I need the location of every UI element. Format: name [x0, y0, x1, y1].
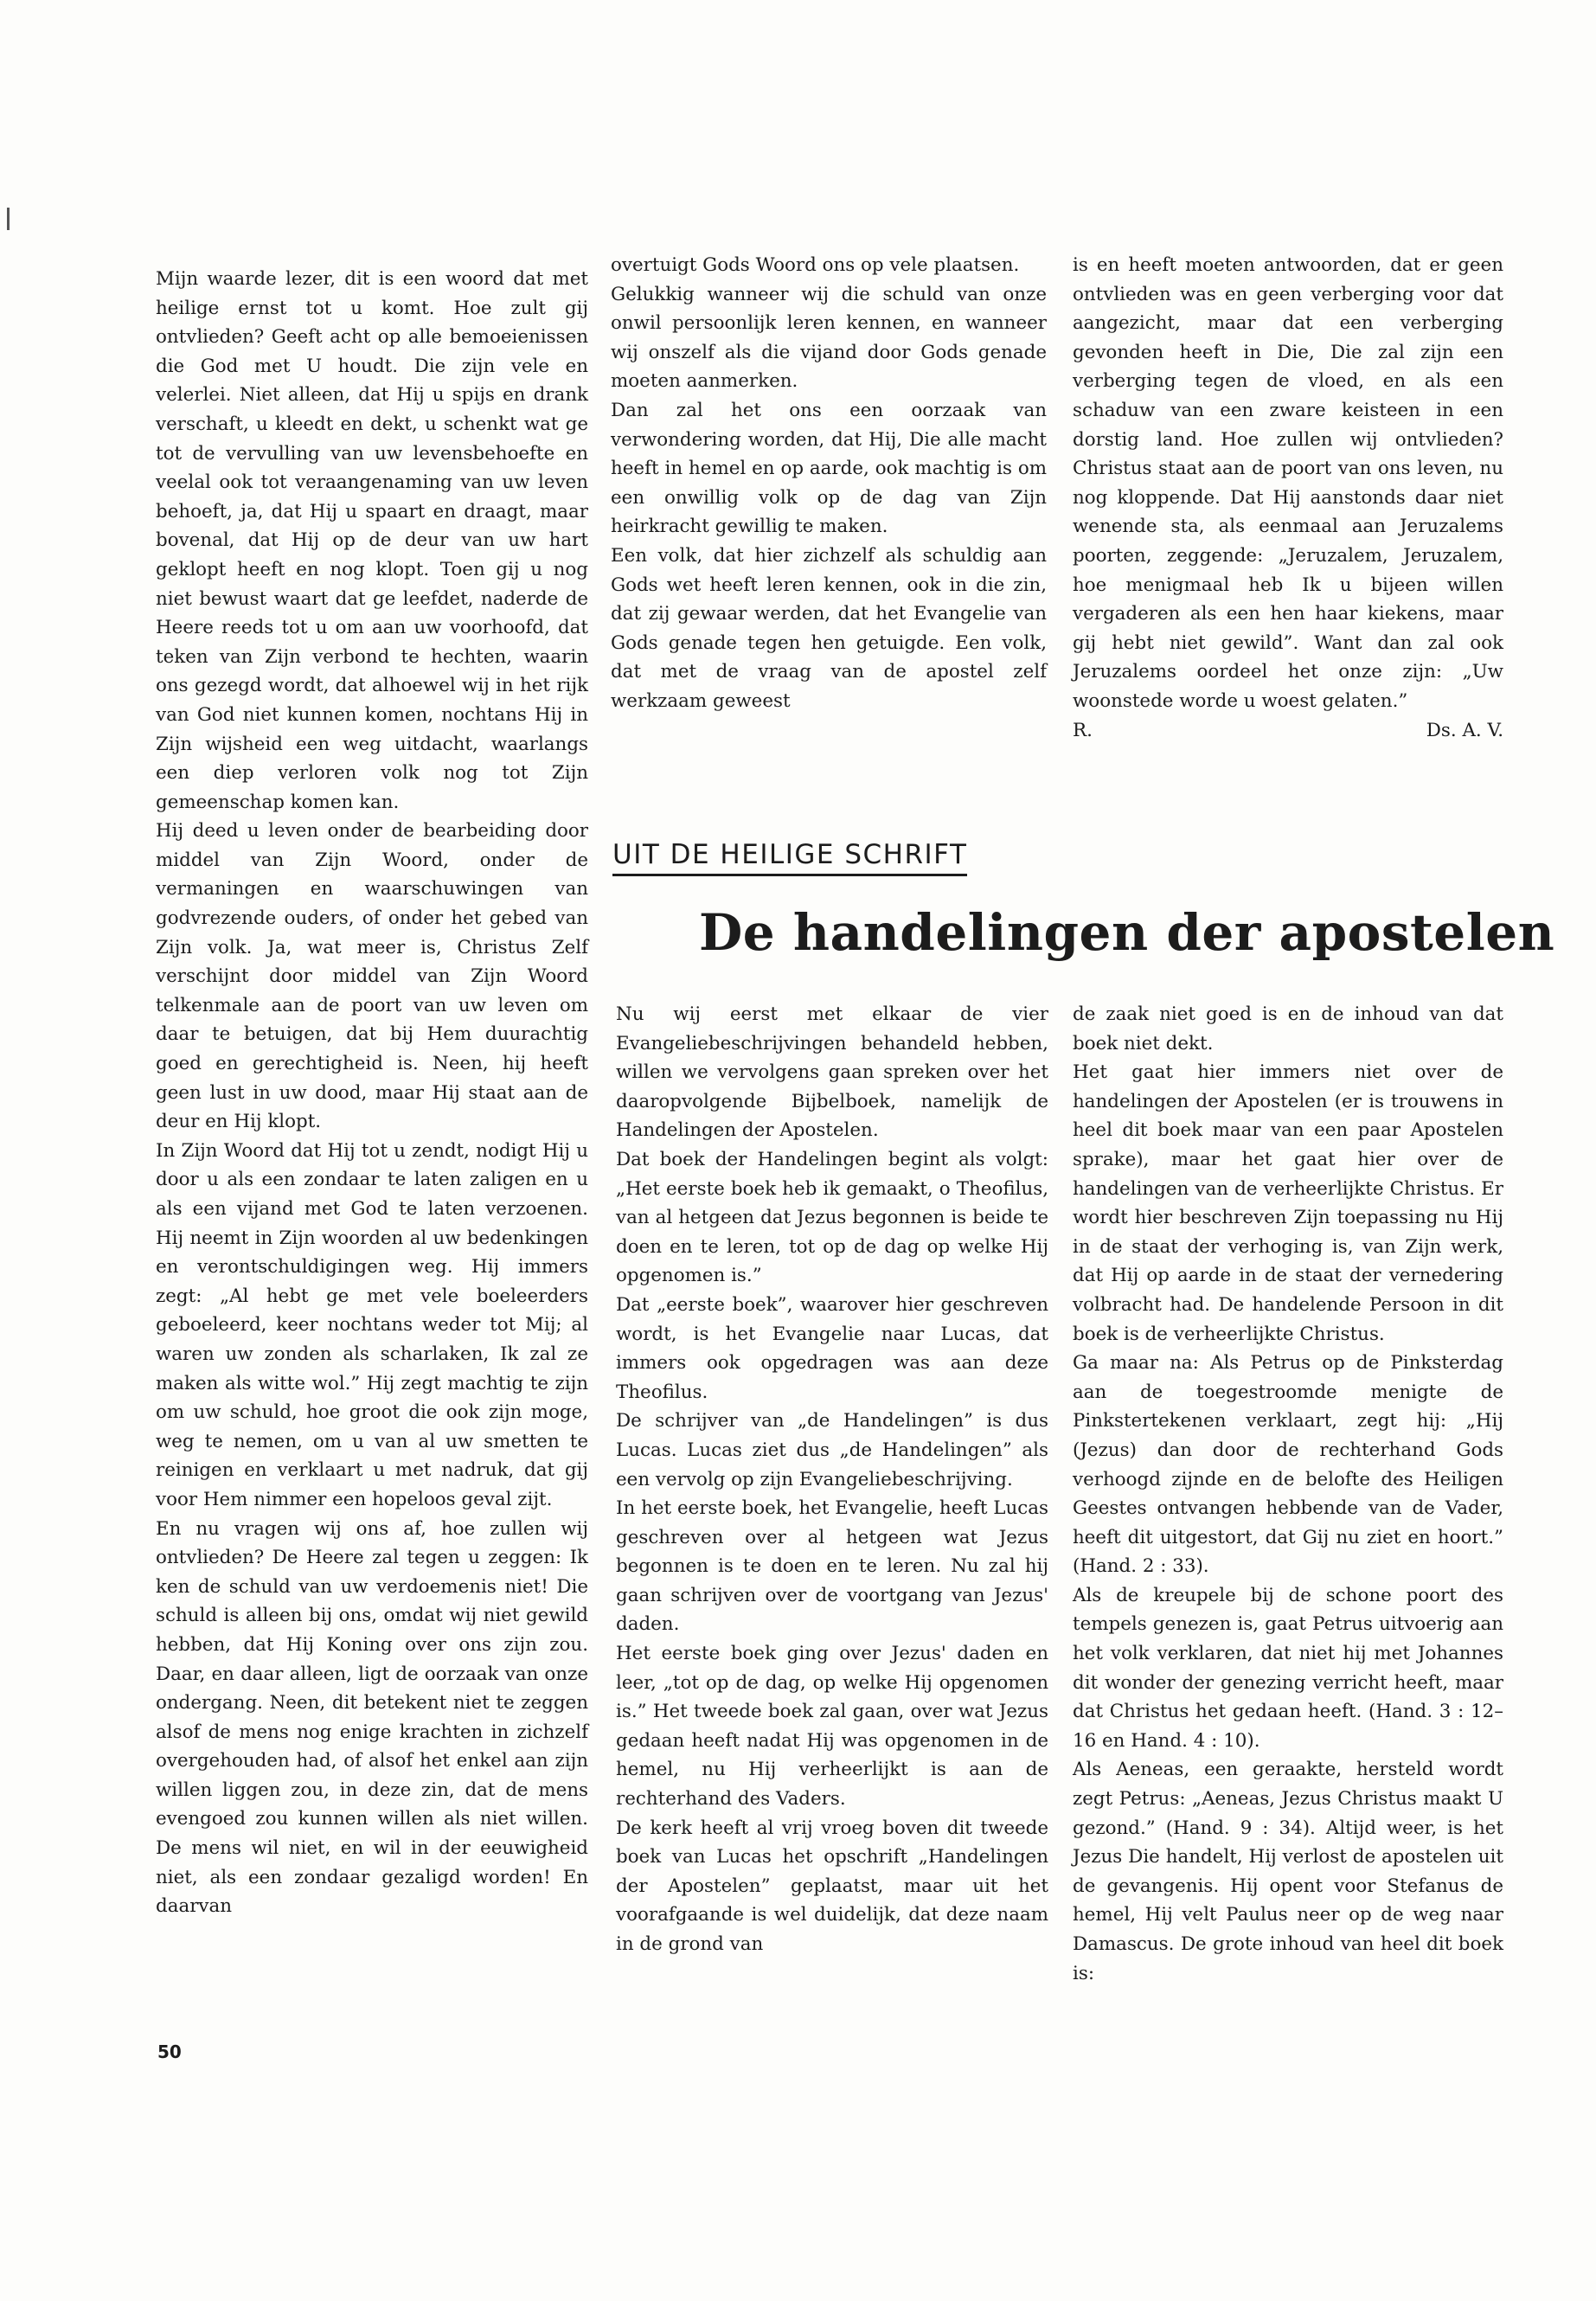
column-2: [611, 251, 1047, 716]
paragraph: Als Aeneas, een geraakte, hersteld wordt zegt Petrus: „Aeneas, Jezus Christus maakt U gezond.” (Hand. 9 : 34). Altijd weer, is het Jezus Die handelt, Hij verlost de apostelen uit de gevangenis. Hij opent voor Stefanus de hemel, Hij velt Paulus neer op de weg naar Damascus. De grote inhoud van heel dit boek is:: [1073, 1759, 1503, 1984]
margin-mark: [7, 208, 10, 230]
paragraph: Als de kreupele bij de schone poort des tempels genezen is, gaat Petrus uitvoerig aan het volk verklaren, dat niet hij met Johannes dit wonder der genezing verricht heeft, maar dat Christus het gedaan heeft. (Hand. 3 : 12–16 en Hand. 4 : 10).: [1073, 1584, 1503, 1752]
column-1: [156, 265, 588, 1921]
paragraph: Het eerste boek ging over Jezus' daden en leer, „tot op de dag, op welke Hij opgenomen is.” Het tweede boek zal gaan, over wat Jezus gedaan heeft nadat Hij was opgenomen in de hemel, nu Hij verheerlijkt is aan de rechterhand des Vaders.: [616, 1643, 1048, 1811]
paragraph: Dat „eerste boek”, waarover hier geschreven wordt, is het Evangelie naar Lucas, dat immers ook opgedragen was aan deze Theofilus.: [616, 1293, 1048, 1403]
paragraph: Mijn waarde lezer, dit is een woord dat met heilige ernst tot u komt. Hoe zult gij ontvlieden? Geeft acht op alle bemoeienissen die God met U houdt. Die zijn vele en velerlei. Niet alleen, dat Hij u spijs en drank verschaft, u kleedt en dekt, u schenkt wat ge tot de vervulling van uw levensbehoefte en veelal ook tot veraangenaming van uw leven behoeft, ja, dat Hij u spaart en draagt, maar bovenal, dat Hij op de deur van uw hart geklopt heeft en nog klopt. Toen gij u nog niet bewust waart dat ge leefdet, naderde de Heere reeds tot u om aan uw voorhoofd, dat teken van Zijn verbond te hechten, waarin ons gezegd wordt, dat alhoewel wij in het rijk van God niet kunnen komen, nochtans Hij in Zijn wijsheid een weg uitdacht, waarlangs een diep verloren volk nog tot Zijn gemeenschap komen kan.: [156, 268, 588, 813]
column-5: [1073, 1000, 1503, 1988]
paragraph: Hij deed u leven onder de bearbeiding door middel van Zijn Woord, onder de vermaningen en waarschuwingen van godvrezende ouders, of onder het gebed van Zijn volk. Ja, wat meer is, Christus Zelf verschijnt door middel van Zijn Woord telkenmale aan de poort van uw leven om daar te betuigen, dat bij Hem duurachtig goed en gerechtigheid is. Neen, hij heeft geen lust in uw dood, maar Hij staat aan de deur en Hij klopt.: [156, 820, 588, 1133]
paragraph: Ga maar na: Als Petrus op de Pinksterdag aan de toegestroomde menigte de Pinkstertekenen verklaart, zegt hij: „Hij (Jezus) dan door de rechterhand Gods verhoogd zijnde en de belofte des Heiligen Geestes ontvangen hebbende van de Vader, heeft dit uitgestort, dat Gij nu ziet en hoort.” (Hand. 2 : 33).: [1073, 1352, 1503, 1578]
article-headline: De handelingen der apostelen: [699, 903, 1555, 962]
paragraph: In het eerste boek, het Evangelie, heeft Lucas geschreven over al hetgeen wat Jezus begonnen is te doen en te leren. Nu zal hij gaan schrijven over de voortgang van Jezus' daden.: [616, 1497, 1048, 1636]
paragraph: De schrijver van „de Handelingen” is dus Lucas. Lucas ziet dus „de Handelingen” als een vervolg op zijn Evangeliebeschrijving.: [616, 1410, 1048, 1490]
paragraph: Gelukkig wanneer wij die schuld van onze onwil persoonlijk leren kennen, en wanneer wij onszelf als die vijand door Gods genade moeten aanmerken.: [611, 283, 1047, 393]
paragraph: de zaak niet goed is en de inhoud van dat boek niet dekt.: [1073, 1003, 1503, 1054]
signature-initial: R.: [1073, 719, 1093, 741]
paragraph: Het gaat hier immers niet over de handelingen der Apostelen (er is trouwens in heel dit boek maar van een paar Apostelen sprake), maar het gaat hier over de handelingen van de verheerlijkte Christus. Er wordt hier beschreven Zijn toepassing nu Hij in de staat der verhoging is, van Zijn werk, dat Hij op aarde in de staat der vernedering volbracht had. De handelende Persoon in dit boek is de verheerlijkte Christus.: [1073, 1061, 1503, 1345]
column-4: [616, 1000, 1048, 1959]
signature-author: Ds. A. V.: [1426, 719, 1503, 741]
page-number: 50: [157, 2041, 182, 2062]
signature: [1073, 716, 1503, 746]
paragraph: Dan zal het ons een oorzaak van verwondering worden, dat Hij, Die alle macht heeft in hemel en op aarde, ook machtig is om een onwillig volk op de dag van Zijn heirkracht gewillig te maken.: [611, 399, 1047, 538]
paragraph: En nu vragen wij ons af, hoe zullen wij ontvlieden? De Heere zal tegen u zeggen: Ik ken de schuld van uw verdoemenis niet! Die schuld is alleen bij ons, omdat wij niet gewild hebben, dat Hij Koning over ons zijn zou. Daar, en daar alleen, ligt de oorzaak van onze ondergang. Neen, dit betekent niet te zeggen alsof de mens nog enige krachten in zichzelf overgehouden had, of alsof het enkel aan zijn willen liggen zou, in deze zin, dat de mens evengoed zou kunnen willen als niet willen. De mens wil niet, en wil in der eeuwigheid niet, als een zondaar gezaligd worden! En daarvan: [156, 1517, 588, 1918]
paragraph: Dat boek der Handelingen begint als volgt: „Het eerste boek heb ik gemaakt, o Theofilus, van al hetgeen dat Jezus begonnen is beide te doen en te leren, tot op de dag op welke Hij opgenomen is.”: [616, 1148, 1048, 1287]
section-label: UIT DE HEILIGE SCHRIFT: [612, 839, 967, 876]
column-3: [1073, 251, 1503, 745]
paragraph: Een volk, dat hier zichzelf als schuldig aan Gods wet heeft leren kennen, ook in die zin, dat zij gewaar werden, dat het Evangelie van Gods genade tegen hen getuigde. Een volk, dat met de vraag van de apostel zelf werkzaam geweest: [611, 544, 1047, 712]
paragraph: De kerk heeft al vrij vroeg boven dit tweede boek van Lucas het opschrift „Handelingen der Apostelen” geplaatst, maar uit het voorafgaande is wel duidelijk, dat deze naam in de grond van: [616, 1817, 1048, 1955]
paragraph: overtuigt Gods Woord ons op vele plaatsen.: [611, 254, 1020, 276]
paragraph: Nu wij eerst met elkaar de vier Evangeliebeschrijvingen behandeld hebben, willen we vervolgens gaan spreken over het daaropvolgende Bijbelboek, namelijk de Handelingen der Apostelen.: [616, 1003, 1048, 1142]
paragraph: is en heeft moeten antwoorden, dat er geen ontvlieden was en geen verberging voor dat aangezicht, maar dat een verberging gevonden heeft in Die, Die zal zijn een verberging tegen de vloed, en als een schaduw van een zware keisteen in een dorstig land. Hoe zullen wij ontvlieden? Christus staat aan de poort van ons leven, nu nog kloppende. Dat Hij aanstonds daar niet wenende sta, als eenmaal aan Jeruzalems poorten, zeggende: „Jeruzalem, Jeruzalem, hoe menigmaal heb Ik u bijeen willen vergaderen als een hen haar kiekens, maar gij hebt niet gewild”. Want dan zal ook Jeruzalems oordeel het onze zijn: „Uw woonstede worde u woest gelaten.”: [1073, 254, 1503, 712]
paragraph: In Zijn Woord dat Hij tot u zendt, nodigt Hij u door u als een zondaar te laten zaligen en u als een vijand met God te laten verzoenen. Hij neemt in Zijn woorden al uw bedenkingen en verontschuldigingen weg. Hij immers zegt: „Al hebt ge met vele boeleerders geboeleerd, keer nochtans weder tot Mij; al waren uw zonden als scharlaken, Ik zal ze maken als witte wol.” Hij zegt machtig te zijn om uw schuld, hoe groot die ook zijn moge, weg te nemen, om u van al uw smetten te reinigen en verklaart u met nadruk, dat gij voor Hem nimmer een hopeloos geval zijt.: [156, 1139, 588, 1510]
